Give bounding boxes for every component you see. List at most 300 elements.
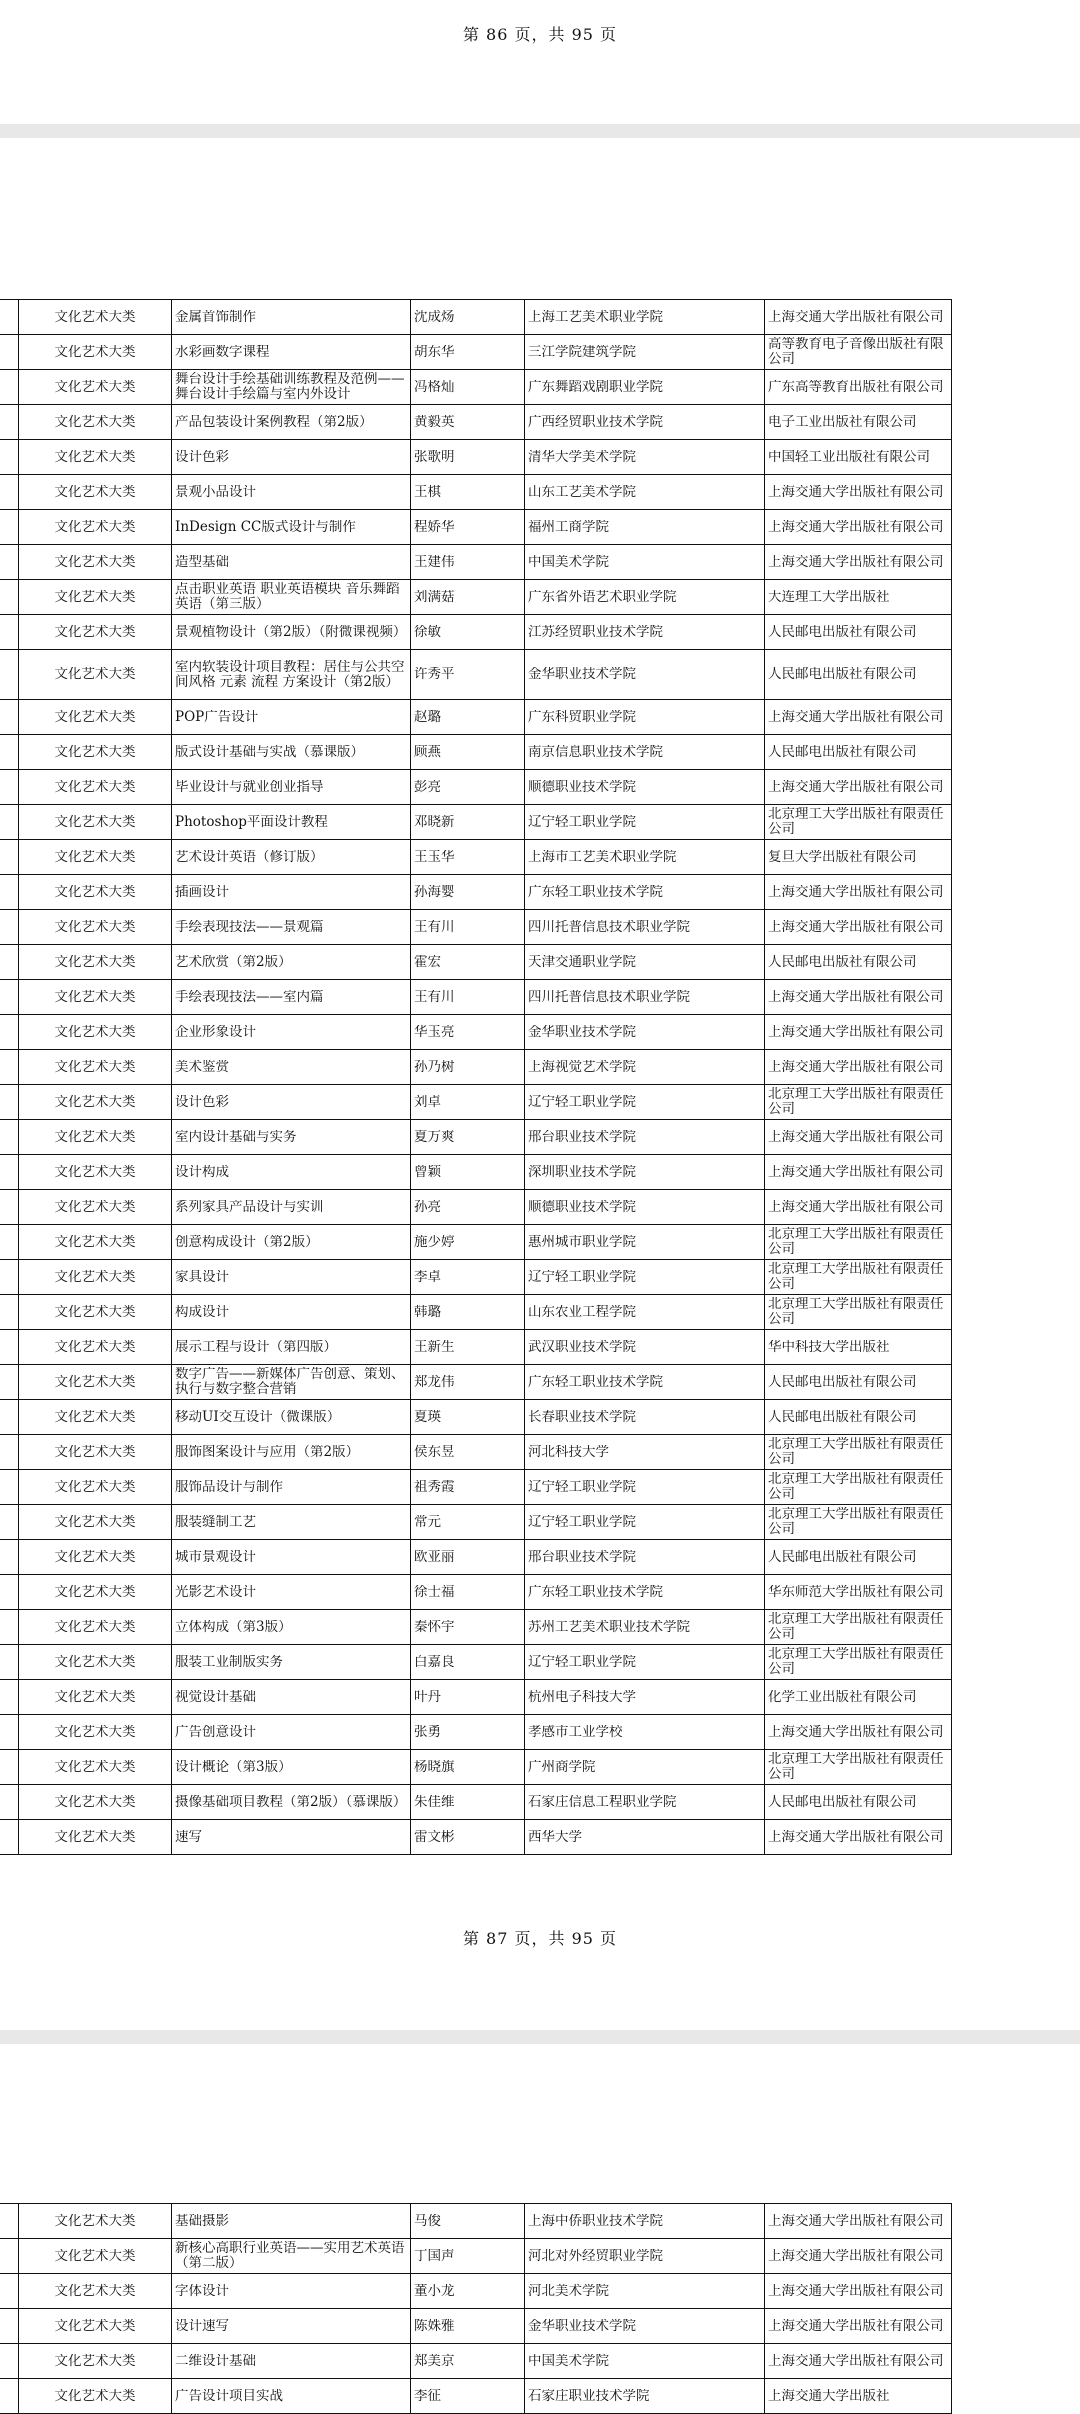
category-cell: 文化艺术大类 — [19, 1575, 172, 1610]
table-row — [0, 405, 952, 440]
publisher-cell: 上海交通大学出版社有限公司 — [765, 1190, 952, 1225]
table-row — [0, 1155, 952, 1190]
category-cell: 文化艺术大类 — [19, 1085, 172, 1120]
publisher-cell: 北京理工大学出版社有限责任公司 — [765, 805, 952, 840]
publisher-cell: 上海交通大学出版社有限公司 — [765, 980, 952, 1015]
school-cell: 上海中侨职业技术学院 — [525, 2204, 765, 2239]
page-separator — [0, 2030, 1080, 2044]
title-cell: 创意构成设计（第2版） — [172, 1225, 411, 1260]
row-edge-cell — [0, 405, 19, 440]
author-cell: 张歌明 — [411, 440, 525, 475]
title-cell: 服饰图案设计与应用（第2版） — [172, 1435, 411, 1470]
row-edge-cell — [0, 2239, 19, 2274]
title-cell: 版式设计基础与实战（慕课版） — [172, 735, 411, 770]
category-cell: 文化艺术大类 — [19, 700, 172, 735]
author-cell: 王新生 — [411, 1330, 525, 1365]
title-cell: 新核心高职行业英语——实用艺术英语（第二版） — [172, 2239, 411, 2274]
title-cell: 速写 — [172, 1820, 411, 1855]
school-cell: 辽宁轻工职业学院 — [525, 1470, 765, 1505]
school-cell: 河北对外经贸职业学院 — [525, 2239, 765, 2274]
school-cell: 辽宁轻工职业学院 — [525, 1085, 765, 1120]
author-cell: 夏万爽 — [411, 1120, 525, 1155]
publisher-cell: 北京理工大学出版社有限责任公司 — [765, 1225, 952, 1260]
page-separator — [0, 124, 1080, 138]
school-cell: 广东省外语艺术职业学院 — [525, 580, 765, 615]
table-row — [0, 2344, 952, 2379]
title-cell: 立体构成（第3版） — [172, 1610, 411, 1645]
school-cell: 金华职业技术学院 — [525, 2309, 765, 2344]
publisher-cell: 上海交通大学出版社有限公司 — [765, 700, 952, 735]
table-row — [0, 1645, 952, 1680]
publisher-cell: 北京理工大学出版社有限责任公司 — [765, 1295, 952, 1330]
table-row — [0, 335, 952, 370]
row-edge-cell — [0, 805, 19, 840]
title-cell: 水彩画数字课程 — [172, 335, 411, 370]
category-cell: 文化艺术大类 — [19, 1680, 172, 1715]
table-row — [0, 1785, 952, 1820]
publisher-cell: 上海交通大学出版社有限公司 — [765, 545, 952, 580]
category-cell: 文化艺术大类 — [19, 1190, 172, 1225]
title-cell: 设计速写 — [172, 2309, 411, 2344]
title-cell: 舞台设计手绘基础训练教程及范例——舞台设计手绘篇与室内外设计 — [172, 370, 411, 405]
row-edge-cell — [0, 1155, 19, 1190]
category-cell: 文化艺术大类 — [19, 1365, 172, 1400]
publisher-cell: 上海交通大学出版社有限公司 — [765, 300, 952, 335]
publisher-cell: 人民邮电出版社有限公司 — [765, 945, 952, 980]
publisher-cell: 上海交通大学出版社有限公司 — [765, 1820, 952, 1855]
page-number-label-middle: 第 87 页，共 95 页 — [462, 1929, 618, 1948]
school-cell: 石家庄信息工程职业学院 — [525, 1785, 765, 1820]
school-cell: 天津交通职业学院 — [525, 945, 765, 980]
row-edge-cell — [0, 580, 19, 615]
category-cell: 文化艺术大类 — [19, 2379, 172, 2414]
author-cell: 彭亮 — [411, 770, 525, 805]
publisher-cell: 北京理工大学出版社有限责任公司 — [765, 1260, 952, 1295]
author-cell: 许秀平 — [411, 650, 525, 700]
school-cell: 山东工艺美术学院 — [525, 475, 765, 510]
author-cell: 白嘉良 — [411, 1645, 525, 1680]
table-row — [0, 475, 952, 510]
publisher-cell: 北京理工大学出版社有限责任公司 — [765, 1505, 952, 1540]
school-cell: 辽宁轻工职业学院 — [525, 1505, 765, 1540]
table-row — [0, 440, 952, 475]
title-cell: 服装缝制工艺 — [172, 1505, 411, 1540]
school-cell: 苏州工艺美术职业技术学院 — [525, 1610, 765, 1645]
category-cell: 文化艺术大类 — [19, 1505, 172, 1540]
table-row — [0, 580, 952, 615]
table-row — [0, 875, 952, 910]
row-edge-cell — [0, 1225, 19, 1260]
title-cell: InDesign CC版式设计与制作 — [172, 510, 411, 545]
publisher-cell: 上海交通大学出版社有限公司 — [765, 875, 952, 910]
title-cell: 服装工业制版实务 — [172, 1645, 411, 1680]
table-row — [0, 2274, 952, 2309]
school-cell: 江苏经贸职业技术学院 — [525, 615, 765, 650]
row-edge-cell — [0, 1820, 19, 1855]
title-cell: 室内设计基础与实务 — [172, 1120, 411, 1155]
row-edge-cell — [0, 1015, 19, 1050]
author-cell: 王有川 — [411, 980, 525, 1015]
author-cell: 韩璐 — [411, 1295, 525, 1330]
school-cell: 西华大学 — [525, 1820, 765, 1855]
publisher-cell: 人民邮电出版社有限公司 — [765, 1540, 952, 1575]
publisher-cell: 上海交通大学出版社有限公司 — [765, 1120, 952, 1155]
category-cell: 文化艺术大类 — [19, 1050, 172, 1085]
publisher-cell: 上海交通大学出版社有限公司 — [765, 770, 952, 805]
school-cell: 孝感市工业学校 — [525, 1715, 765, 1750]
author-cell: 王棋 — [411, 475, 525, 510]
school-cell: 广东轻工职业技术学院 — [525, 1575, 765, 1610]
author-cell: 侯东昱 — [411, 1435, 525, 1470]
author-cell: 程娇华 — [411, 510, 525, 545]
title-cell: 景观植物设计（第2版）（附微课视频） — [172, 615, 411, 650]
row-edge-cell — [0, 1680, 19, 1715]
title-cell: 企业形象设计 — [172, 1015, 411, 1050]
school-cell: 顺德职业技术学院 — [525, 770, 765, 805]
table-row — [0, 2379, 952, 2414]
title-cell: 手绘表现技法——室内篇 — [172, 980, 411, 1015]
school-cell: 上海市工艺美术职业学院 — [525, 840, 765, 875]
category-cell: 文化艺术大类 — [19, 545, 172, 580]
row-edge-cell — [0, 1365, 19, 1400]
author-cell: 霍宏 — [411, 945, 525, 980]
table-row — [0, 1330, 952, 1365]
publisher-cell: 华中科技大学出版社 — [765, 1330, 952, 1365]
author-cell: 欧亚丽 — [411, 1540, 525, 1575]
title-cell: 家具设计 — [172, 1260, 411, 1295]
table-row — [0, 910, 952, 945]
publisher-cell: 复旦大学出版社有限公司 — [765, 840, 952, 875]
school-cell: 广州商学院 — [525, 1750, 765, 1785]
row-edge-cell — [0, 1330, 19, 1365]
author-cell: 胡东华 — [411, 335, 525, 370]
title-cell: 毕业设计与就业创业指导 — [172, 770, 411, 805]
category-cell: 文化艺术大类 — [19, 370, 172, 405]
category-cell: 文化艺术大类 — [19, 840, 172, 875]
publisher-cell: 人民邮电出版社有限公司 — [765, 615, 952, 650]
category-cell: 文化艺术大类 — [19, 300, 172, 335]
school-cell: 广东舞蹈戏剧职业学院 — [525, 370, 765, 405]
row-edge-cell — [0, 980, 19, 1015]
row-edge-cell — [0, 2204, 19, 2239]
category-cell: 文化艺术大类 — [19, 1715, 172, 1750]
publisher-cell: 北京理工大学出版社有限责任公司 — [765, 1750, 952, 1785]
row-edge-cell — [0, 440, 19, 475]
table-row — [0, 545, 952, 580]
category-cell: 文化艺术大类 — [19, 1785, 172, 1820]
school-cell: 石家庄职业技术学院 — [525, 2379, 765, 2414]
category-cell: 文化艺术大类 — [19, 735, 172, 770]
title-cell: 室内软装设计项目教程：居住与公共空间风格 元素 流程 方案设计（第2版） — [172, 650, 411, 700]
table-row — [0, 980, 952, 1015]
publisher-cell: 人民邮电出版社有限公司 — [765, 735, 952, 770]
row-edge-cell — [0, 1645, 19, 1680]
title-cell: 产品包装设计案例教程（第2版） — [172, 405, 411, 440]
title-cell: 摄像基础项目教程（第2版）（慕课版） — [172, 1785, 411, 1820]
table-row — [0, 805, 952, 840]
category-cell: 文化艺术大类 — [19, 1400, 172, 1435]
table-row — [0, 1820, 952, 1855]
publisher-cell: 化学工业出版社有限公司 — [765, 1680, 952, 1715]
author-cell: 赵璐 — [411, 700, 525, 735]
row-edge-cell — [0, 910, 19, 945]
table-row — [0, 1365, 952, 1400]
title-cell: 广告创意设计 — [172, 1715, 411, 1750]
table-body — [0, 2204, 952, 2414]
row-edge-cell — [0, 735, 19, 770]
table-row — [0, 1750, 952, 1785]
table-row — [0, 1015, 952, 1050]
table-row — [0, 1190, 952, 1225]
category-cell: 文化艺术大类 — [19, 1225, 172, 1260]
category-cell: 文化艺术大类 — [19, 335, 172, 370]
table-row — [0, 840, 952, 875]
row-edge-cell — [0, 370, 19, 405]
school-cell: 广东轻工职业技术学院 — [525, 1365, 765, 1400]
table-row — [0, 1540, 952, 1575]
category-cell: 文化艺术大类 — [19, 510, 172, 545]
table-row — [0, 770, 952, 805]
category-cell: 文化艺术大类 — [19, 945, 172, 980]
school-cell: 惠州城市职业学院 — [525, 1225, 765, 1260]
row-edge-cell — [0, 1470, 19, 1505]
row-edge-cell — [0, 840, 19, 875]
row-edge-cell — [0, 2379, 19, 2414]
school-cell: 河北美术学院 — [525, 2274, 765, 2309]
table-row — [0, 1610, 952, 1645]
title-cell: 点击职业英语 职业英语模块 音乐舞蹈英语（第三版） — [172, 580, 411, 615]
table-row — [0, 1050, 952, 1085]
publisher-cell: 上海交通大学出版社有限公司 — [765, 1050, 952, 1085]
table-row — [0, 1470, 952, 1505]
table-row — [0, 2239, 952, 2274]
author-cell: 王玉华 — [411, 840, 525, 875]
author-cell: 沈成炀 — [411, 300, 525, 335]
publisher-cell: 北京理工大学出版社有限责任公司 — [765, 1645, 952, 1680]
publisher-cell: 人民邮电出版社有限公司 — [765, 1365, 952, 1400]
table-row — [0, 510, 952, 545]
table-row — [0, 1260, 952, 1295]
title-cell: 手绘表现技法——景观篇 — [172, 910, 411, 945]
school-cell: 中国美术学院 — [525, 2344, 765, 2379]
author-cell: 徐敏 — [411, 615, 525, 650]
author-cell: 施少婷 — [411, 1225, 525, 1260]
row-edge-cell — [0, 1400, 19, 1435]
title-cell: 视觉设计基础 — [172, 1680, 411, 1715]
category-cell: 文化艺术大类 — [19, 980, 172, 1015]
title-cell: 二维设计基础 — [172, 2344, 411, 2379]
author-cell: 王建伟 — [411, 545, 525, 580]
category-cell: 文化艺术大类 — [19, 2344, 172, 2379]
author-cell: 叶丹 — [411, 1680, 525, 1715]
author-cell: 顾燕 — [411, 735, 525, 770]
row-edge-cell — [0, 615, 19, 650]
title-cell: 设计概论（第3版） — [172, 1750, 411, 1785]
row-edge-cell — [0, 510, 19, 545]
author-cell: 张勇 — [411, 1715, 525, 1750]
school-cell: 邢台职业技术学院 — [525, 1120, 765, 1155]
table-row — [0, 1225, 952, 1260]
category-cell: 文化艺术大类 — [19, 910, 172, 945]
publisher-cell: 中国轻工业出版社有限公司 — [765, 440, 952, 475]
publisher-cell: 广东高等教育出版社有限公司 — [765, 370, 952, 405]
author-cell: 曾颖 — [411, 1155, 525, 1190]
title-cell: 设计色彩 — [172, 1085, 411, 1120]
row-edge-cell — [0, 1575, 19, 1610]
author-cell: 邓晓新 — [411, 805, 525, 840]
table-row — [0, 700, 952, 735]
category-cell: 文化艺术大类 — [19, 2204, 172, 2239]
category-cell: 文化艺术大类 — [19, 1260, 172, 1295]
row-edge-cell — [0, 1610, 19, 1645]
table-row — [0, 735, 952, 770]
category-cell: 文化艺术大类 — [19, 1645, 172, 1680]
author-cell: 孙乃树 — [411, 1050, 525, 1085]
table-row — [0, 370, 952, 405]
author-cell: 朱佳维 — [411, 1785, 525, 1820]
row-edge-cell — [0, 650, 19, 700]
author-cell: 王有川 — [411, 910, 525, 945]
school-cell: 辽宁轻工职业学院 — [525, 1645, 765, 1680]
category-cell: 文化艺术大类 — [19, 1295, 172, 1330]
school-cell: 深圳职业技术学院 — [525, 1155, 765, 1190]
title-cell: 艺术欣赏（第2版） — [172, 945, 411, 980]
publisher-cell: 人民邮电出版社有限公司 — [765, 1400, 952, 1435]
row-edge-cell — [0, 1085, 19, 1120]
author-cell: 常元 — [411, 1505, 525, 1540]
school-cell: 四川托普信息技术职业学院 — [525, 910, 765, 945]
title-cell: 系列家具产品设计与实训 — [172, 1190, 411, 1225]
publisher-cell: 上海交通大学出版社有限公司 — [765, 1715, 952, 1750]
category-cell: 文化艺术大类 — [19, 875, 172, 910]
table-row — [0, 1085, 952, 1120]
title-cell: 金属首饰制作 — [172, 300, 411, 335]
row-edge-cell — [0, 1050, 19, 1085]
category-cell: 文化艺术大类 — [19, 1820, 172, 1855]
row-edge-cell — [0, 700, 19, 735]
category-cell: 文化艺术大类 — [19, 405, 172, 440]
author-cell: 秦怀宇 — [411, 1610, 525, 1645]
category-cell: 文化艺术大类 — [19, 475, 172, 510]
table-body — [0, 300, 952, 1855]
category-cell: 文化艺术大类 — [19, 1155, 172, 1190]
publisher-cell: 上海交通大学出版社有限公司 — [765, 2274, 952, 2309]
category-cell: 文化艺术大类 — [19, 1435, 172, 1470]
category-cell: 文化艺术大类 — [19, 440, 172, 475]
row-edge-cell — [0, 875, 19, 910]
publisher-cell: 上海交通大学出版社有限公司 — [765, 475, 952, 510]
school-cell: 三江学院建筑学院 — [525, 335, 765, 370]
table-row — [0, 1400, 952, 1435]
row-edge-cell — [0, 1540, 19, 1575]
row-edge-cell — [0, 1785, 19, 1820]
table-row — [0, 945, 952, 980]
title-cell: 基础摄影 — [172, 2204, 411, 2239]
row-edge-cell — [0, 1120, 19, 1155]
textbook-table-page-87 — [0, 299, 952, 1855]
category-cell: 文化艺术大类 — [19, 1610, 172, 1645]
category-cell: 文化艺术大类 — [19, 805, 172, 840]
school-cell: 杭州电子科技大学 — [525, 1680, 765, 1715]
author-cell: 黄毅英 — [411, 405, 525, 440]
title-cell: 设计色彩 — [172, 440, 411, 475]
row-edge-cell — [0, 2274, 19, 2309]
author-cell: 郑美京 — [411, 2344, 525, 2379]
title-cell: 艺术设计英语（修订版） — [172, 840, 411, 875]
row-edge-cell — [0, 2309, 19, 2344]
page-number-label-top: 第 86 页，共 95 页 — [462, 25, 618, 44]
school-cell: 上海视觉艺术学院 — [525, 1050, 765, 1085]
publisher-cell: 上海交通大学出版社 — [765, 2379, 952, 2414]
publisher-cell: 北京理工大学出版社有限责任公司 — [765, 1435, 952, 1470]
publisher-cell: 上海交通大学出版社有限公司 — [765, 2344, 952, 2379]
school-cell: 广西经贸职业技术学院 — [525, 405, 765, 440]
title-cell: 美术鉴赏 — [172, 1050, 411, 1085]
author-cell: 李征 — [411, 2379, 525, 2414]
table-row — [0, 615, 952, 650]
title-cell: 字体设计 — [172, 2274, 411, 2309]
title-cell: 城市景观设计 — [172, 1540, 411, 1575]
author-cell: 董小龙 — [411, 2274, 525, 2309]
school-cell: 辽宁轻工职业学院 — [525, 805, 765, 840]
category-cell: 文化艺术大类 — [19, 1540, 172, 1575]
category-cell: 文化艺术大类 — [19, 615, 172, 650]
publisher-cell: 上海交通大学出版社有限公司 — [765, 1015, 952, 1050]
school-cell: 辽宁轻工职业学院 — [525, 1260, 765, 1295]
row-edge-cell — [0, 335, 19, 370]
school-cell: 清华大学美术学院 — [525, 440, 765, 475]
table-row — [0, 1120, 952, 1155]
table-row — [0, 2204, 952, 2239]
school-cell: 上海工艺美术职业学院 — [525, 300, 765, 335]
table-row — [0, 1680, 952, 1715]
title-cell: 移动UI交互设计（微课版） — [172, 1400, 411, 1435]
title-cell: 构成设计 — [172, 1295, 411, 1330]
author-cell: 雷文彬 — [411, 1820, 525, 1855]
title-cell: Photoshop平面设计教程 — [172, 805, 411, 840]
author-cell: 李卓 — [411, 1260, 525, 1295]
publisher-cell: 北京理工大学出版社有限责任公司 — [765, 1610, 952, 1645]
school-cell: 顺德职业技术学院 — [525, 1190, 765, 1225]
category-cell: 文化艺术大类 — [19, 1470, 172, 1505]
title-cell: 服饰品设计与制作 — [172, 1470, 411, 1505]
row-edge-cell — [0, 545, 19, 580]
category-cell: 文化艺术大类 — [19, 2274, 172, 2309]
row-edge-cell — [0, 2344, 19, 2379]
title-cell: 插画设计 — [172, 875, 411, 910]
author-cell: 杨晓旗 — [411, 1750, 525, 1785]
author-cell: 马俊 — [411, 2204, 525, 2239]
publisher-cell: 上海交通大学出版社有限公司 — [765, 510, 952, 545]
author-cell: 夏瑛 — [411, 1400, 525, 1435]
publisher-cell: 华东师范大学出版社有限公司 — [765, 1575, 952, 1610]
author-cell: 祖秀霞 — [411, 1470, 525, 1505]
row-edge-cell — [0, 1435, 19, 1470]
publisher-cell: 人民邮电出版社有限公司 — [765, 1785, 952, 1820]
row-edge-cell — [0, 945, 19, 980]
author-cell: 孙亮 — [411, 1190, 525, 1225]
title-cell: 光影艺术设计 — [172, 1575, 411, 1610]
title-cell: 数字广告——新媒体广告创意、策划、执行与数字整合营销 — [172, 1365, 411, 1400]
title-cell: 展示工程与设计（第四版） — [172, 1330, 411, 1365]
table-row — [0, 1435, 952, 1470]
school-cell: 广东轻工职业技术学院 — [525, 875, 765, 910]
publisher-cell: 大连理工大学出版社 — [765, 580, 952, 615]
publisher-cell: 人民邮电出版社有限公司 — [765, 650, 952, 700]
row-edge-cell — [0, 1715, 19, 1750]
publisher-cell: 上海交通大学出版社有限公司 — [765, 2204, 952, 2239]
school-cell: 山东农业工程学院 — [525, 1295, 765, 1330]
